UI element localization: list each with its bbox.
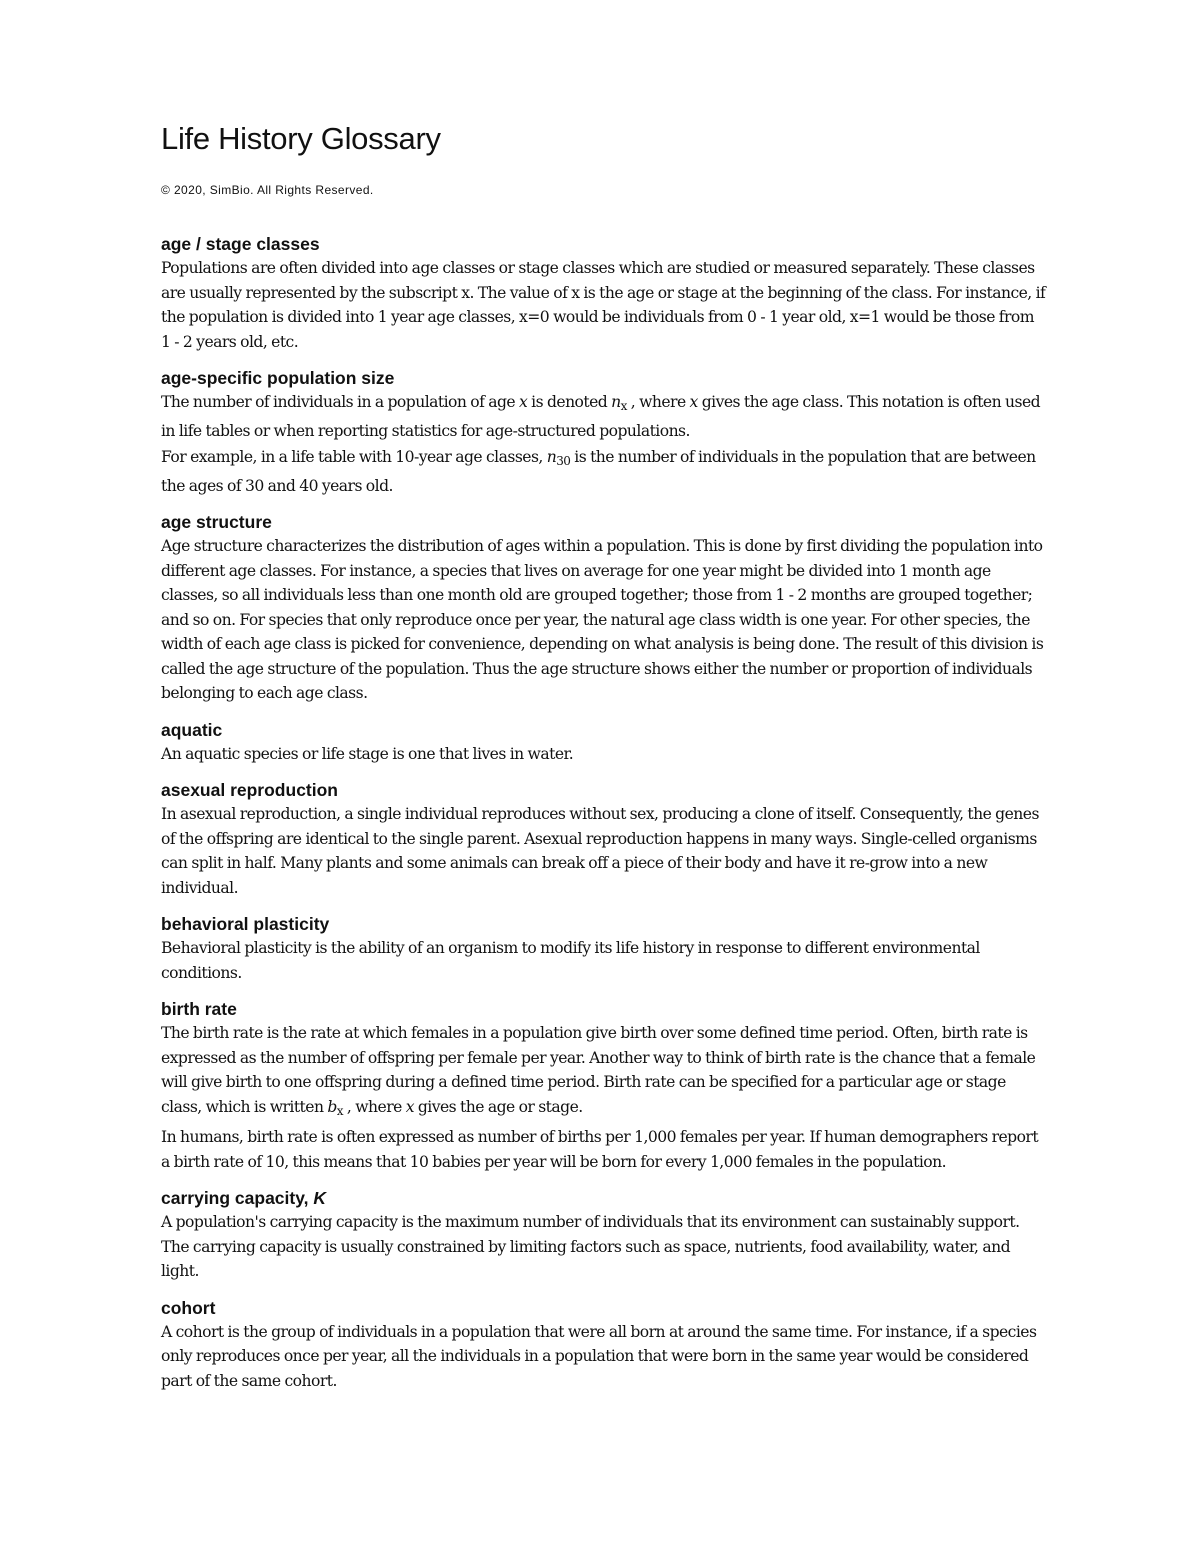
- glossary-term: age / stage classes: [161, 234, 320, 254]
- glossary-definition: A cohort is the group of individuals in a population that were all born at around the same time. For instance, if a species only reproduces once per year, all the individuals in a population that were born in the same year would be considered part of the same cohort.: [161, 1322, 1037, 1390]
- glossary-list: [161, 232, 1046, 1393]
- glossary-entry: [161, 778, 1046, 900]
- glossary-term: age-specific population size: [161, 368, 395, 388]
- glossary-entry: [161, 1296, 1046, 1394]
- glossary-entry: [161, 232, 1046, 354]
- glossary-definition: A population's carrying capacity is the maximum number of individuals that its environment can sustainably support. The carrying capacity is usually constrained by limiting factors such as space, nutrients, food availability, water, and light.: [161, 1213, 1020, 1280]
- glossary-definition: Behavioral plasticity is the ability of an organism to modify its life history in response to different environmental conditions.: [161, 939, 980, 982]
- glossary-entry: [161, 718, 1046, 767]
- glossary-term: birth rate: [161, 999, 237, 1019]
- glossary-definition: Age structure characterizes the distribution of ages within a population. This is done by first dividing the population into different age classes. For instance, a species that lives on average for one year might be divided into 1 month age classes, so all individuals less than one month old are grouped together; those from 1 - 2 months are grouped together; and so on. For species that only reproduce once per year, the natural age class width is one year. For other species, the width of each age class is picked for convenience, depending on what analysis is being done. The result of this division is called the age structure of the population. Thus the age structure shows either the number or proportion of individuals belonging to each age class.: [161, 537, 1044, 702]
- glossary-definition: The number of individuals in a population of age x is denoted $n_x$ , where x gives the age class. This notation is often used in life tables or when reporting statistics for age-structured populations.: [161, 393, 1041, 440]
- glossary-definition: For example, in a life table with 10-year age classes, $n_{30}$ is the number of individuals in the population that are between the ages of 30 and 40 years old.: [161, 448, 1036, 495]
- glossary-entry: [161, 912, 1046, 985]
- glossary-term: age structure: [161, 512, 272, 532]
- glossary-entry: [161, 366, 1046, 498]
- glossary-definition: In asexual reproduction, a single individual reproduces without sex, producing a clone of itself. Consequently, the genes of the offspring are identical to the single parent. Asexual reproduction happens in many ways. Single-celled organisms can split in half. Many plants and some animals can break off a piece of their body and have it re-grow into a new individual.: [161, 805, 1039, 897]
- glossary-entry: [161, 510, 1046, 706]
- glossary-definition: The birth rate is the rate at which females in a population give birth over some defined time period. Often, birth rate is expressed as the number of offspring per female per year. Another way to think of birth rate is the chance that a female will give birth to one offspring during a defined time period. Birth rate can be specified for a particular age or stage class, which is written $b_x$ , where x gives the age or stage.: [161, 1024, 1036, 1118]
- glossary-entry: [161, 997, 1046, 1174]
- glossary-entry: [161, 1186, 1046, 1284]
- glossary-term: cohort: [161, 1297, 216, 1318]
- glossary-term: carrying capacity, K: [161, 1188, 327, 1208]
- glossary-definition: An aquatic species or life stage is one that lives in water.: [161, 744, 574, 763]
- glossary-definition: Populations are often divided into age classes or stage classes which are studied or measured separately. These classes are usually represented by the subscript x. The value of x is the age or stage at the beginning of the class. For instance, if the population is divided into 1 year age classes, x=0 would be individuals from 0 - 1 year old, x=1 would be those from 1 - 2 years old, etc.: [161, 259, 1046, 351]
- glossary-term: asexual reproduction: [161, 780, 338, 800]
- page-title: Life History Glossary: [161, 121, 441, 156]
- glossary-definition: In humans, birth rate is often expressed as number of births per 1,000 females per year. If human demographers report a birth rate of 10, this means that 10 babies per year will be born for every 1,000 females in the population.: [161, 1128, 1039, 1171]
- document-page: [161, 120, 1046, 1405]
- glossary-term: behavioral plasticity: [161, 914, 330, 934]
- glossary-term: aquatic: [161, 719, 223, 740]
- copyright-notice: © 2020, SimBio. All Rights Reserved.: [161, 183, 374, 197]
